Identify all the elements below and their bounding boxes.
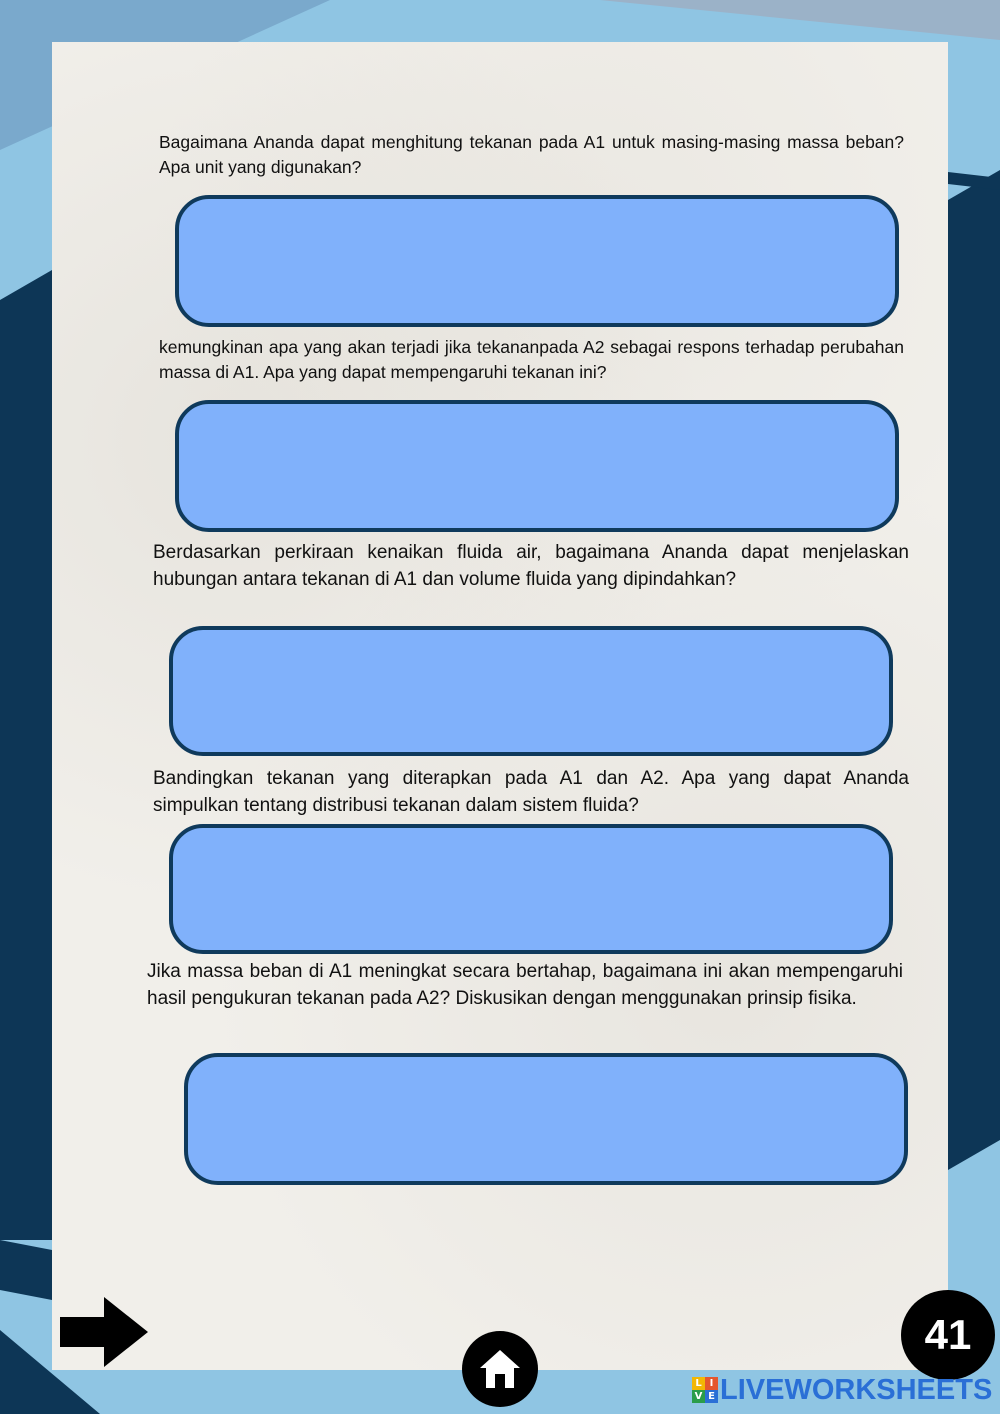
logo-letter-i: I <box>705 1377 718 1390</box>
question-4: Bandingkan tekanan yang diterapkan pada A1 dan A2. Apa yang dapat Ananda simpulkan tentang distribusi tekanan dalam sistem fluida? <box>153 768 909 816</box>
home-button[interactable] <box>462 1331 538 1407</box>
answer-field-4[interactable] <box>169 824 893 954</box>
brand-name: LIVEWORKSHEETS <box>720 1373 993 1406</box>
answer-field-5[interactable] <box>184 1053 908 1185</box>
home-icon <box>478 1348 522 1390</box>
liveworksheets-brand <box>692 1374 992 1406</box>
logo-letter-l: L <box>692 1377 705 1390</box>
next-page-button[interactable] <box>58 1295 150 1369</box>
answer-field-2[interactable] <box>175 400 899 532</box>
logo-letter-v: V <box>692 1390 705 1403</box>
liveworksheets-logo-icon <box>692 1377 718 1403</box>
answer-field-1[interactable] <box>175 195 899 327</box>
question-3: Berdasarkan perkiraan kenaikan fluida air, bagaimana Ananda dapat menjelaskan hubungan antara tekanan di A1 dan volume fluida yang dipindahkan? <box>153 542 909 590</box>
question-2: kemungkinan apa yang akan terjadi jika tekananpada A2 sebagai respons terhadap perubahan massa di A1. Apa yang dapat mempengaruhi tekanan ini? <box>159 337 904 382</box>
page-number-badge <box>901 1290 995 1380</box>
arrow-right-icon <box>58 1295 150 1369</box>
page-number: 41 <box>924 1311 972 1358</box>
logo-letter-e: E <box>705 1390 718 1403</box>
question-5: Jika massa beban di A1 meningkat secara bertahap, bagaimana ini akan mempengaruhi hasil pengukuran tekanan pada A2? Diskusikan dengan menggunakan prinsip fisika. <box>147 961 903 1009</box>
answer-field-3[interactable] <box>169 626 893 756</box>
question-1: Bagaimana Ananda dapat menghitung tekanan pada A1 untuk masing-masing massa beban? Apa unit yang digunakan? <box>159 132 904 177</box>
